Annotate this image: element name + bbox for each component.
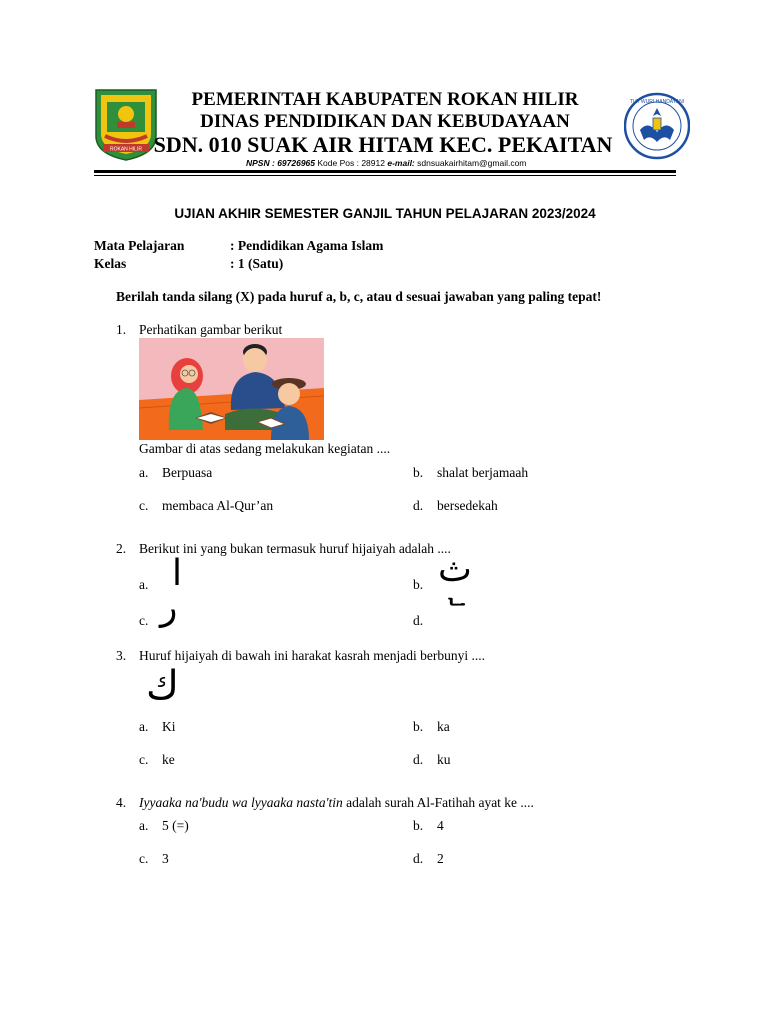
header-rule-thick (94, 170, 676, 173)
subject-value: : Pendidikan Agama Islam (230, 238, 384, 253)
instruction: Berilah tanda silang (X) pada huruf a, b, c, atau d sesuai jawaban yang paling tepat! (116, 289, 602, 304)
exam-title: UJIAN AKHIR SEMESTER GANJIL TAHUN PELAJARAN 2023/2024 (174, 206, 596, 221)
question-1-number: 1. (116, 322, 127, 337)
question-2-number: 2. (116, 541, 127, 556)
question-4-text-rest: adalah surah Al-Fatihah ayat ke .... (342, 795, 534, 810)
question-3-number: 3. (116, 648, 127, 663)
q3-option-b-text[interactable]: ka (437, 719, 450, 734)
question-2-text: Berikut ini yang bukan termasuk huruf hijaiyah adalah .... (139, 541, 451, 556)
q1-option-d-letter[interactable]: d. (413, 498, 424, 513)
q3-option-c-text[interactable]: ke (162, 752, 175, 767)
npsn-value: 69726965 (277, 158, 316, 168)
subject-label: Mata Pelajaran (94, 238, 185, 253)
postal-code: Kode Pos : 28912 (317, 158, 385, 168)
q2-option-c-glyph[interactable]: ر (160, 587, 178, 628)
question-3-text: Huruf hijaiyah di bawah ini harakat kasrah menjadi berbunyi .... (139, 648, 486, 663)
class-label: Kelas (94, 256, 127, 271)
q4-option-a-text[interactable]: 5 (=) (162, 818, 189, 833)
q3-option-a-text[interactable]: Ki (162, 719, 176, 734)
q3-hijaiyah-glyph: ك (146, 663, 179, 709)
q2-option-b-letter[interactable]: b. (413, 577, 424, 592)
q1-option-d-text[interactable]: bersedekah (437, 498, 498, 513)
regency-logo-text: ROKAN HILIR (110, 146, 142, 153)
q4-option-c-letter[interactable]: c. (139, 851, 149, 866)
q2-option-c-letter[interactable]: c. (139, 613, 149, 628)
question-4-number: 4. (116, 795, 127, 810)
question-1-text: Perhatikan gambar berikut (139, 322, 283, 337)
q1-option-a-letter[interactable]: a. (139, 465, 149, 480)
question-4-text (139, 795, 534, 811)
q4-option-d-text[interactable]: 2 (437, 851, 444, 866)
header-department: DINAS PENDIDIKAN DAN KEBUDAYAAN (200, 111, 570, 132)
q4-option-a-letter[interactable]: a. (139, 818, 149, 833)
email-label: e-mail: (387, 158, 415, 168)
header-government: PEMERINTAH KABUPATEN ROKAN HILIR (191, 89, 579, 110)
logo-motto-text: TUT WURI HANDAYANI (629, 99, 685, 105)
header-rule-thin (94, 175, 676, 176)
q2-option-a-letter[interactable]: a. (139, 577, 149, 592)
q1-option-c-letter[interactable]: c. (139, 498, 149, 513)
q2-option-b-glyph[interactable]: ث (438, 549, 472, 590)
q3-option-c-letter[interactable]: c. (139, 752, 149, 767)
q2-option-d-letter[interactable]: d. (413, 613, 424, 628)
q1-option-b-letter[interactable]: b. (413, 465, 424, 480)
npsn-label: NPSN : (246, 158, 275, 168)
q4-option-c-text[interactable]: 3 (162, 851, 169, 866)
quran-reading-illustration (139, 338, 324, 440)
q3-option-a-letter[interactable]: a. (139, 719, 149, 734)
q1-option-b-text[interactable]: shalat berjamaah (437, 465, 529, 480)
q3-option-b-letter[interactable]: b. (413, 719, 424, 734)
tut-wuri-handayani-logo (624, 92, 690, 160)
class-value: : 1 (Satu) (230, 256, 284, 271)
q1-option-c-text[interactable]: membaca Al-Qur’an (162, 498, 274, 513)
q3-option-d-letter[interactable]: d. (413, 752, 424, 767)
q3-option-d-text[interactable]: ku (437, 752, 451, 767)
header-contact (246, 158, 526, 168)
question-4-arabic-transliteration: Iyyaaka na'budu wa lyyaaka nasta'tin (139, 795, 343, 810)
email-value: sdnsuakairhitam@gmail.com (417, 158, 527, 168)
q4-option-b-text[interactable]: 4 (437, 818, 444, 833)
q1-option-a-text[interactable]: Berpuasa (162, 465, 213, 480)
q4-option-b-letter[interactable]: b. (413, 818, 424, 833)
q2-option-d-glyph[interactable]: ᄂ (444, 596, 470, 626)
q4-option-d-letter[interactable]: d. (413, 851, 424, 866)
q2-option-a-glyph[interactable]: ا (172, 553, 183, 594)
header-school-name: SDN. 010 SUAK AIR HITAM KEC. PEKAITAN (153, 132, 613, 157)
question-1-followup: Gambar di atas sedang melakukan kegiatan .... (139, 441, 391, 456)
